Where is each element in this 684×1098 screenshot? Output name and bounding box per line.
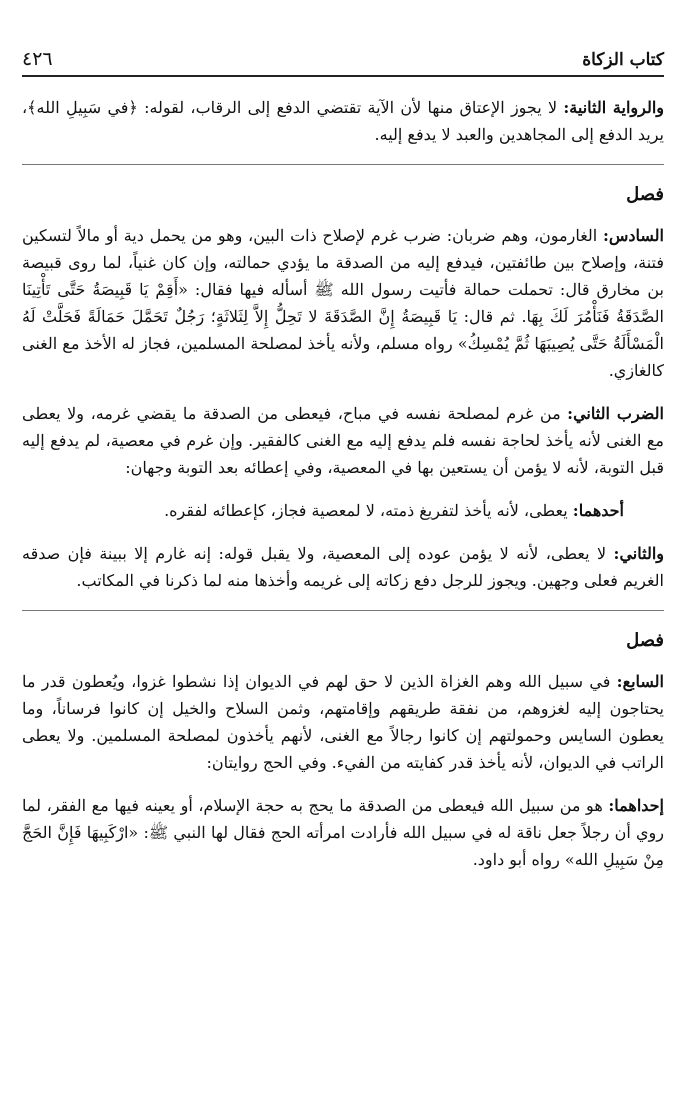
page-body: [22, 94, 664, 889]
paragraph-lead: والثاني:: [613, 544, 664, 563]
paragraph-second-view: [22, 540, 664, 594]
page-header: [22, 44, 664, 70]
paragraph-lead: الضرب الثاني:: [567, 404, 664, 423]
paragraph-lead: السابع:: [616, 672, 664, 691]
paragraph-text: في سبيل الله وهم الغزاة الذين لا حق لهم في الديوان إذا نشطوا غزوا، ويُعطون قدر ما يحتاجون إليه لغزوهم، من نفقة طريقهم وإقامتهم، وثمن السلاح والخيل إن كانوا فرساناً، وما يعطون السايس وحمولتهم إن كانوا رجالاً مع الغنى، لأنهم يأخذون لمصلحة المسلمين. ولا يعطى الراتب في الديوان، لأنه يأخذ قدر كفايته من الفيء. وفي الحج روايتان:: [22, 672, 664, 772]
section-heading: فصل: [626, 184, 664, 205]
paragraph-first-narration-hajj: [22, 792, 664, 873]
section-heading: فصل: [626, 630, 664, 651]
paragraph-first-view: [22, 497, 664, 524]
section-divider: [22, 164, 664, 165]
header-rule: [22, 75, 664, 77]
paragraph-second-narration: [22, 94, 664, 148]
paragraph-text: لا يجوز الإعتاق منها لأن الآية تقتضي الدفع إلى الرقاب، لقوله: ﴿في سَبِيلِ الله﴾، يريد الدفع إلى المجاهدين والعبد لا يدفع إليه.: [22, 98, 664, 144]
paragraph-sixth-debtors: [22, 222, 664, 384]
page-number: ٤٢٦: [22, 48, 53, 70]
paragraph-text: لا يعطى، لأنه لا يؤمن عوده إلى المعصية، ولا يقبل قوله: إنه غارم إلا ببينة فإن صدقه الغريم فعلى وجهين. ويجوز للرجل دفع زكاته إلى غريمه وأخذها منه لما ذكرنا في المكاتب.: [22, 544, 664, 590]
paragraph-lead: إحداهما:: [608, 796, 664, 815]
paragraph-lead: والرواية الثانية:: [563, 98, 664, 117]
paragraph-text: يعطى، لأنه يأخذ لتفريغ ذمته، لا لمعصية فجاز، كإعطائه لفقره.: [164, 501, 573, 520]
paragraph-text: هو من سبيل الله فيعطى من الصدقة ما يحج به حجة الإسلام، أو يعينه فيها مع الفقر، لما روي أن رجلاً جعل ناقة له في سبيل الله فأرادت امرأته الحج فقال لها النبي ﷺ: «ارْكَبِيهَا فَإِنَّ الحَجَّ مِنْ سَبِيلِ الله» رواه أبو داود.: [22, 796, 664, 869]
paragraph-second-type: [22, 400, 664, 481]
paragraph-lead: أحدهما:: [572, 501, 624, 520]
paragraph-seventh-cause-of-god: [22, 668, 664, 776]
book-title: كتاب الزكاة: [582, 50, 664, 70]
section-divider: [22, 610, 664, 611]
paragraph-text: الغارمون، وهم ضربان: ضرب غرم لإصلاح ذات البين، وهو من يحمل دية أو مالاً لتسكين فتنة، وإصلاح بين طائفتين، فيدفع إليه من الصدقة ما يؤدي حمالته، وإن كان غنياً، لما روى قبيصة بن مخارق قال: تحملت حمالة فأتيت رسول الله ﷺ أسأله فيها فقال: «أَقِمْ يَا قَبِيصَةُ حَتَّى تَأْتِينَا الصَّدَقَةُ فَنَأْمُرَ لَكَ بِهَا. ثم قال: يَا قَبِيصَةُ إِنَّ الصَّدَقَةَ لا تَحِلُّ إِلاَّ لِثَلاثَةٍ؛ رَجُلٌ تَحَمَّلَ حَمَالَةً فَحَلَّتْ لَهُ الْمَسْأَلَةُ حَتَّى يُصِيبَهَا ثُمَّ يُمْسِكُ» رواه مسلم، ولأنه يأخذ لمصلحة المسلمين، فجاز له الأخذ مع الغنى كالغازي.: [22, 226, 665, 380]
paragraph-text: من غرم لمصلحة نفسه في مباح، فيعطى من الصدقة ما يقضي غرمه، ولا يعطى مع الغنى لأنه يأخذ لحاجة نفسه فلم يدفع إليه مع الغنى كالفقير. وإن غرم في معصية، لم يدفع إليه قبل التوبة، لأنه لا يؤمن أن يستعين بها في المعصية، وفي إعطائه بعد التوبة وجهان:: [22, 404, 664, 477]
paragraph-lead: السادس:: [602, 226, 664, 245]
